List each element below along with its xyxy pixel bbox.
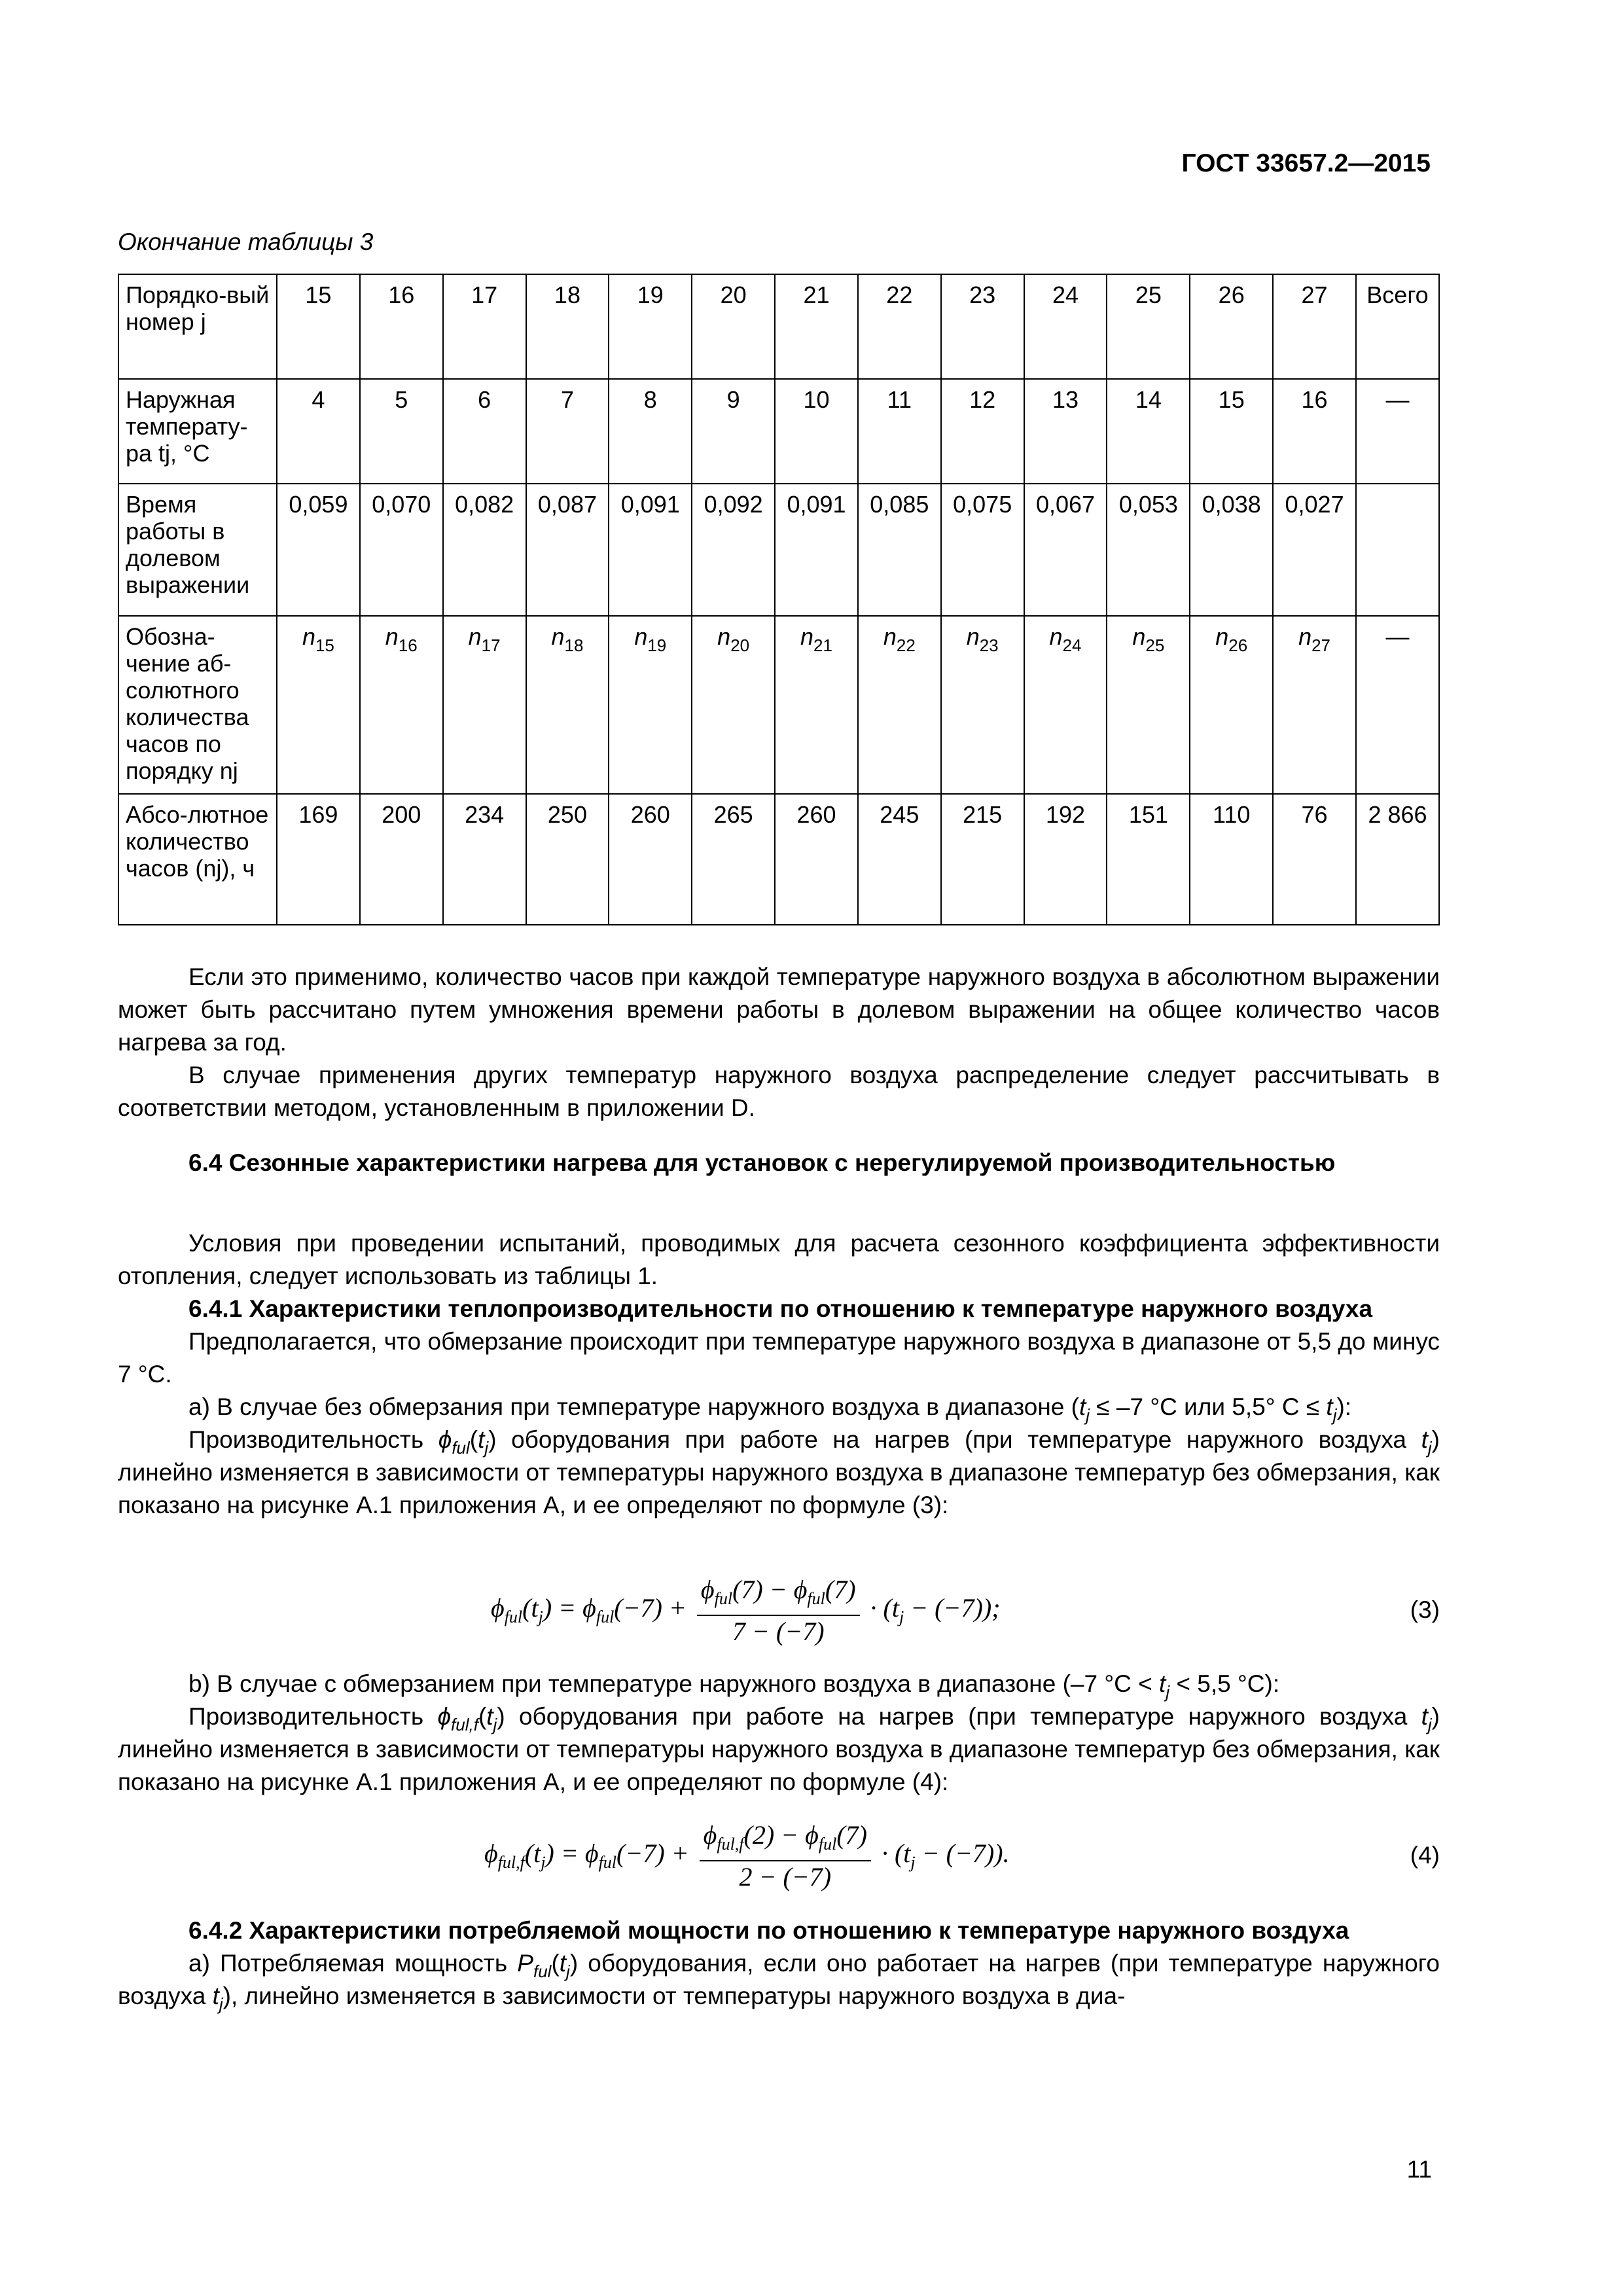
table-cell: 26 bbox=[1190, 274, 1273, 379]
table-cell: 16 bbox=[1273, 379, 1356, 484]
table-row bbox=[118, 274, 1439, 379]
row-header: Обозна-чение аб-солютного количества часов по порядку nj bbox=[118, 616, 277, 794]
table-body bbox=[118, 274, 1439, 925]
table-cell: $n_{19}$ bbox=[609, 616, 692, 794]
table-cell: 19 bbox=[609, 274, 692, 379]
section-heading: 6.4 Сезонные характеристики нагрева для установок с нерегулируемой производительностью bbox=[188, 1149, 1336, 1176]
table-cell: Всего bbox=[1356, 274, 1439, 379]
table-cell: $n_{17}$ bbox=[443, 616, 526, 794]
table-cell: 0,059 bbox=[277, 484, 360, 616]
table-cell: 25 bbox=[1107, 274, 1190, 379]
row-header: Абсо-лютное количество часов (nj), ч bbox=[118, 794, 277, 925]
table-cell: 24 bbox=[1024, 274, 1107, 379]
table-cell: 169 bbox=[277, 794, 360, 925]
table-cell: $n_{23}$ bbox=[941, 616, 1024, 794]
table-cell: $n_{24}$ bbox=[1024, 616, 1107, 794]
table-cell: $n_{20}$ bbox=[692, 616, 775, 794]
table-cell: 0,091 bbox=[609, 484, 692, 616]
formula-4-number: (4) bbox=[1410, 1842, 1440, 1869]
body-text-4 bbox=[118, 1914, 1440, 2013]
table-cell: 9 bbox=[692, 379, 775, 484]
table-cell bbox=[1356, 484, 1439, 616]
formula-4-expression: $\phi_{ful,f}(t_j) = \phi_{ful}(-7)$ + $\frac{\phi_{ful,f}(2) - \phi_{ful}(7)}{2 - (-7)}$ · $(t_j - (-7))$. bbox=[484, 1820, 1010, 1892]
table-cell: 7 bbox=[526, 379, 609, 484]
row-header: Наружная температу-ра tj, °С bbox=[118, 379, 277, 484]
page-number: 11 bbox=[1406, 2156, 1432, 2183]
table-cell: 16 bbox=[360, 274, 443, 379]
table-row bbox=[118, 794, 1439, 925]
table-cell: 234 bbox=[443, 794, 526, 925]
table-cell: 11 bbox=[858, 379, 941, 484]
formula-3-block bbox=[118, 1574, 1440, 1653]
table-cell: 23 bbox=[941, 274, 1024, 379]
row-header: Время работы в долевом выражении bbox=[118, 484, 277, 616]
table-cell: 0,038 bbox=[1190, 484, 1273, 616]
table-cell: $n_{22}$ bbox=[858, 616, 941, 794]
table-cell: 27 bbox=[1273, 274, 1356, 379]
paragraph: В случае применения других температур наружного воздуха распределение следует рассчитывать в соответствии методом, установленным в приложении D. bbox=[118, 1062, 1440, 1121]
table-cell: 0,091 bbox=[775, 484, 858, 616]
table-cell: 192 bbox=[1024, 794, 1107, 925]
table-cell: 22 bbox=[858, 274, 941, 379]
table-cell: 0,070 bbox=[360, 484, 443, 616]
table-cell: 110 bbox=[1190, 794, 1273, 925]
table-cell: — bbox=[1356, 616, 1439, 794]
paragraph: а) В случае без обмерзания при температуре наружного воздуха в диапазоне ($t_j \le -7$ °С или 5,5° $С \le t_j$): bbox=[188, 1393, 1352, 1425]
table-cell: 250 bbox=[526, 794, 609, 925]
table-cell: 15 bbox=[277, 274, 360, 379]
formula-4 bbox=[118, 1820, 1440, 1898]
paragraph: Условия при проведении испытаний, проводимых для расчета сезонного коэффициента эффективности отопления, следует использовать из таблицы 1. bbox=[118, 1230, 1440, 1289]
body-text-2 bbox=[118, 1227, 1440, 1522]
body-text-3 bbox=[118, 1668, 1440, 1799]
table-cell: $n_{16}$ bbox=[360, 616, 443, 794]
table-cell: 4 bbox=[277, 379, 360, 484]
table-cell: 17 bbox=[443, 274, 526, 379]
paragraph: Производительность $\phi_{ful}(t_j)$ оборудования при работе на нагрев (при температуре наружного воздуха $t_j$) линейно изменяется в зависимости от температуры наружного воздуха в диапазоне температур без обмерзания, как показано на рисунке А.1 приложения А, и ее определяют по формуле (3): bbox=[118, 1426, 1440, 1518]
paragraph: Предполагается, что обмерзание происходит при температуре наружного воздуха в диапазоне от 5,5 до минус 7 °С. bbox=[118, 1328, 1440, 1388]
table-row bbox=[118, 379, 1439, 484]
body-text-1 bbox=[118, 961, 1440, 1124]
paragraph: Если это применимо, количество часов при каждой температуре наружного воздуха в абсолютном выражении может быть рассчитано путем умножения времени работы в долевом выражении на общее количество часов нагрева за год. bbox=[118, 963, 1440, 1056]
table-cell: 0,075 bbox=[941, 484, 1024, 616]
table-cell: $n_{18}$ bbox=[526, 616, 609, 794]
table-cell: 0,053 bbox=[1107, 484, 1190, 616]
table-row bbox=[118, 616, 1439, 794]
table-cell: 0,027 bbox=[1273, 484, 1356, 616]
table-cell: — bbox=[1356, 379, 1439, 484]
table-cell: $n_{15}$ bbox=[277, 616, 360, 794]
table-caption: Окончание таблицы 3 bbox=[118, 228, 374, 255]
table-cell: 20 bbox=[692, 274, 775, 379]
paragraph: Производительность $\phi_{ful,f}(t_j)$ оборудования при работе на нагрев (при температуре наружного воздуха $t_j$) линейно изменяется в зависимости от температуры наружного воздуха в диапазоне температур без обмерзания, как показано на рисунке А.1 приложения А, и ее определяют по формуле (4): bbox=[118, 1703, 1440, 1795]
table-cell: 215 bbox=[941, 794, 1024, 925]
table-cell: 10 bbox=[775, 379, 858, 484]
table-cell: 2 866 bbox=[1356, 794, 1439, 925]
table-cell: 0,087 bbox=[526, 484, 609, 616]
section-6-4 bbox=[118, 1147, 1440, 1179]
table-cell: $n_{27}$ bbox=[1273, 616, 1356, 794]
table-cell: 76 bbox=[1273, 794, 1356, 925]
table-cell: 5 bbox=[360, 379, 443, 484]
table-cell: 245 bbox=[858, 794, 941, 925]
table-cell: 6 bbox=[443, 379, 526, 484]
table-cell: 21 bbox=[775, 274, 858, 379]
table-cell: 0,082 bbox=[443, 484, 526, 616]
formula-4-block bbox=[118, 1820, 1440, 1898]
table-3 bbox=[118, 274, 1440, 925]
table-cell: $n_{25}$ bbox=[1107, 616, 1190, 794]
formula-3-expression: $\phi_{ful}(t_j) = \phi_{ful}(-7)$ + $\frac{\phi_{ful}(7) - \phi_{ful}(7)}{7 - (-7)}$ · $(t_j - (-7))$; bbox=[491, 1575, 1001, 1646]
table-cell: 14 bbox=[1107, 379, 1190, 484]
table-cell: 13 bbox=[1024, 379, 1107, 484]
table-cell: 151 bbox=[1107, 794, 1190, 925]
table-cell: 0,092 bbox=[692, 484, 775, 616]
table-cell: $n_{26}$ bbox=[1190, 616, 1273, 794]
table-cell: 0,067 bbox=[1024, 484, 1107, 616]
formula-3 bbox=[118, 1574, 1440, 1653]
table-cell: 15 bbox=[1190, 379, 1273, 484]
table-cell: 260 bbox=[775, 794, 858, 925]
table-cell: 12 bbox=[941, 379, 1024, 484]
subsection-heading: 6.4.2 Характеристики потребляемой мощности по отношению к температуре наружного воздуха bbox=[188, 1917, 1349, 1944]
subsection-heading: 6.4.1 Характеристики теплопроизводительности по отношению к температуре наружного воздуха bbox=[188, 1295, 1373, 1322]
table-cell: 260 bbox=[609, 794, 692, 925]
table-cell: 0,085 bbox=[858, 484, 941, 616]
table-row bbox=[118, 484, 1439, 616]
paragraph: b) В случае с обмерзанием при температуре наружного воздуха в диапазоне (–7 $^\circ С < t_j < 5,5$ °С): bbox=[188, 1670, 1280, 1702]
table-cell: 265 bbox=[692, 794, 775, 925]
table-cell: 18 bbox=[526, 274, 609, 379]
table-cell: 8 bbox=[609, 379, 692, 484]
table-cell: $n_{21}$ bbox=[775, 616, 858, 794]
standard-code: ГОСТ 33657.2—2015 bbox=[1181, 149, 1431, 177]
formula-3-number: (3) bbox=[1410, 1596, 1440, 1623]
table-cell: 200 bbox=[360, 794, 443, 925]
row-header: Порядко-вый номер j bbox=[118, 274, 277, 379]
paragraph: а) Потребляемая мощность $P_{ful}(t_j)$ оборудования, если оно работает на нагрев (при температуре наружного воздуха $t_j$), линейно изменяется в зависимости от температуры наружного воздуха в диа- bbox=[118, 1950, 1440, 2014]
